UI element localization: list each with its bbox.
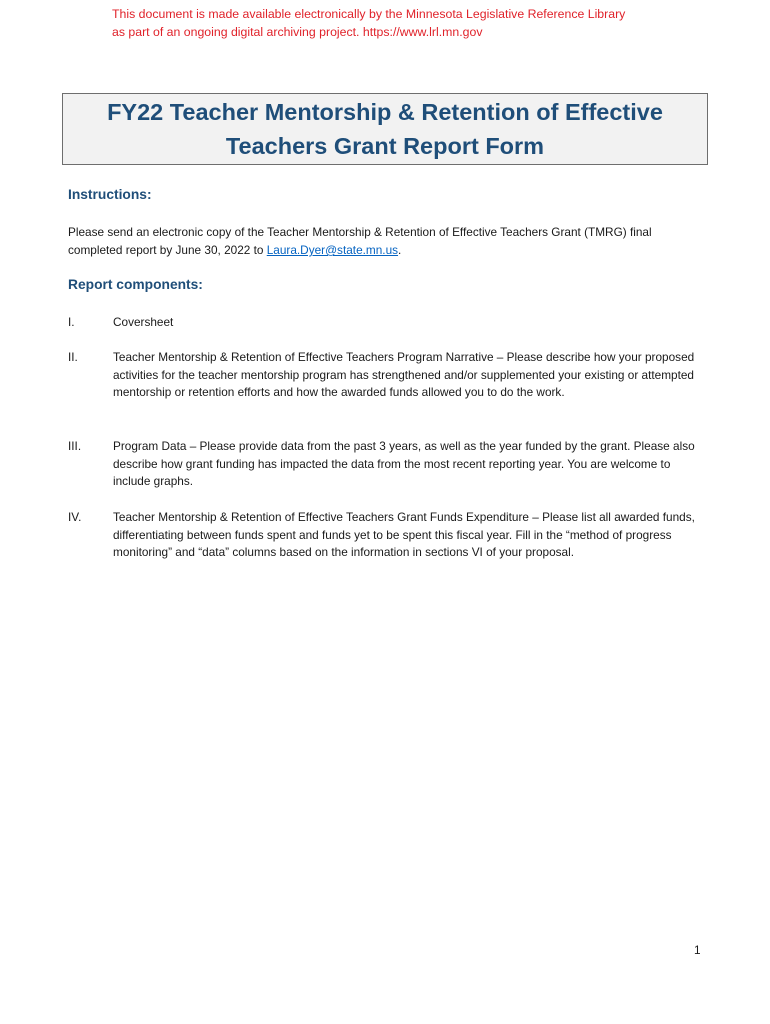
list-item — [68, 314, 708, 332]
page-number: 1 — [694, 943, 701, 957]
list-item-number: I. — [68, 315, 75, 329]
report-components-heading: Report components: — [68, 277, 203, 292]
list-item-number: III. — [68, 439, 82, 453]
list-item — [68, 349, 708, 402]
instructions-heading: Instructions: — [68, 187, 152, 202]
list-item-text: Program Data – Please provide data from the past 3 years, as well as the year funded by the grant. Please also describe how grant funding has impacted the data from the most recent reporting year. You are welcome to include graphs. — [113, 439, 695, 488]
list-item-text: Teacher Mentorship & Retention of Effective Teachers Grant Funds Expenditure – Please list all awarded funds, differentiating between funds spent and funds yet to be spent this fiscal year. Fill in the “method of progress monitoring” and “data” columns based on the information in sections VI of your proposal. — [113, 510, 695, 559]
archive-notice-line-1: This document is made available electronically by the Minnesota Legislative Reference Library — [112, 7, 626, 21]
page-title-line-1: FY22 Teacher Mentorship & Retention of Effective — [107, 99, 663, 125]
list-item — [68, 438, 708, 491]
list-item-text: Coversheet — [113, 315, 174, 329]
list-item-text: Teacher Mentorship & Retention of Effective Teachers Program Narrative – Please describe how your proposed activities for the teacher mentorship program has strengthened and/or supplemented your existing or attempted mentorship or retention efforts and how the awarded funds allowed you to do the work. — [113, 350, 695, 399]
page-title-line-2: Teachers Grant Report Form — [225, 133, 545, 159]
archive-notice-line-2: as part of an ongoing digital archiving project. https://www.lrl.mn.gov — [112, 25, 483, 39]
instructions-text: Please send an electronic copy of the Teacher Mentorship & Retention of Effective Teachers Grant (TMRG) final completed report by June 30, 2022 to — [68, 225, 652, 257]
email-link[interactable]: Laura.Dyer@state.mn.us — [266, 243, 399, 257]
list-item-number: IV. — [68, 510, 82, 524]
list-item — [68, 509, 708, 562]
instructions-paragraph — [68, 223, 708, 259]
page-title — [62, 93, 708, 165]
archive-notice — [112, 5, 732, 41]
list-item-number: II. — [68, 350, 78, 364]
instructions-text-end: . — [398, 243, 402, 257]
